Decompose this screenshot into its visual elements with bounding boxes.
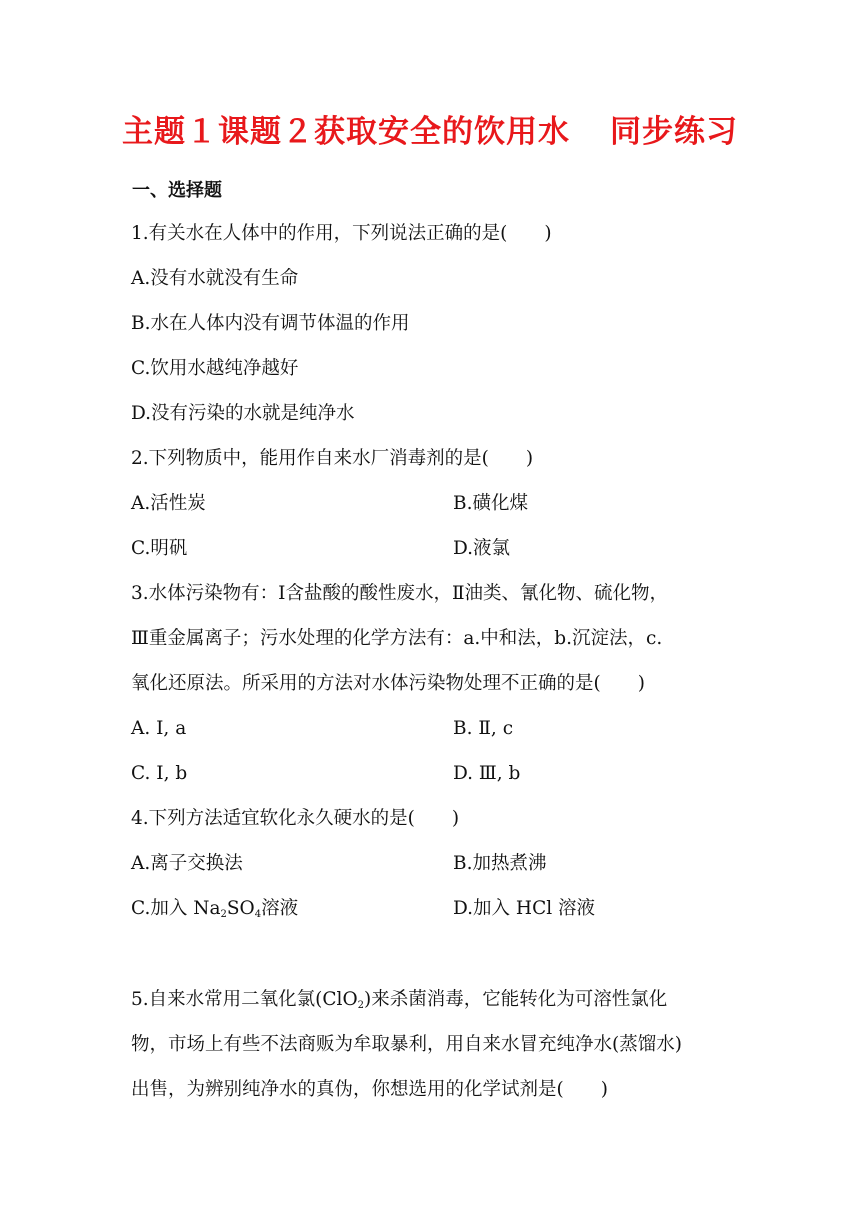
- q4-option-c: [131, 897, 298, 921]
- q3-option-b: B. Ⅱ, c: [453, 718, 514, 739]
- q5-line1-prefix: 5.自来水常用二氧化氯(ClO: [131, 989, 358, 1010]
- q4-c-subscript-2: 4: [254, 909, 262, 920]
- q1-option-b: B.水在人体内没有调节体温的作用: [131, 313, 410, 334]
- q1-option-c: C.饮用水越纯净越好: [131, 358, 299, 379]
- q3-stem-line2: Ⅲ重金属离子；污水处理的化学方法有：a.中和法，b.沉淀法，c.: [131, 628, 663, 649]
- q4-option-b: B.加热煮沸: [453, 853, 547, 874]
- q4-c-prefix: C.加入 Na: [131, 898, 221, 919]
- title-main: 主题１课题２获取安全的饮用水: [122, 114, 570, 150]
- q5-stem-line3: 出售，为辨别纯净水的真伪，你想选用的化学试剂是( ): [131, 1079, 608, 1100]
- q4-c-subscript-1: 2: [220, 909, 227, 920]
- q4-option-d: D.加入 HCl 溶液: [453, 898, 596, 919]
- q5-stem-line2: 物，市场上有些不法商贩为牟取暴利，用自来水冒充纯净水(蒸馏水): [131, 1034, 682, 1055]
- q3-option-c: C. Ⅰ, b: [131, 763, 188, 784]
- q1-stem: 1.有关水在人体中的作用，下列说法正确的是( ): [131, 223, 552, 244]
- q5-stem-line1: [131, 988, 667, 1012]
- q1-option-d: D.没有污染的水就是纯净水: [131, 403, 355, 424]
- q2-option-d: D.液氯: [453, 538, 511, 559]
- q4-stem: 4.下列方法适宜软化永久硬水的是( ): [131, 808, 460, 829]
- q2-option-c: C.明矾: [131, 538, 188, 559]
- q3-stem-line3: 氧化还原法。所采用的方法对水体污染物处理不正确的是( ): [131, 673, 645, 694]
- title-sub: 同步练习: [610, 114, 738, 150]
- q2-option-b: B.磺化煤: [453, 493, 528, 514]
- q2-option-a: A.活性炭: [131, 493, 206, 514]
- q2-stem: 2.下列物质中，能用作自来水厂消毒剂的是( ): [131, 448, 534, 469]
- q3-option-d: D. Ⅲ, b: [453, 763, 521, 784]
- q4-c-suffix: 溶液: [261, 898, 299, 919]
- q5-line1-subscript: 2: [357, 1000, 364, 1011]
- q3-option-a: A. Ⅰ, a: [131, 718, 187, 739]
- q4-option-a: A.离子交换法: [131, 853, 243, 874]
- q4-c-mid: SO: [226, 898, 255, 919]
- section-heading: 一、选择题: [132, 180, 222, 201]
- q1-option-a: A.没有水就没有生命: [131, 268, 299, 289]
- page-title: [0, 106, 860, 151]
- q5-line1-suffix: )来杀菌消毒，它能转化为可溶性氯化: [363, 989, 668, 1010]
- q3-stem-line1: 3.水体污染物有：Ⅰ含盐酸的酸性废水，Ⅱ油类、氰化物、硫化物，: [131, 583, 669, 604]
